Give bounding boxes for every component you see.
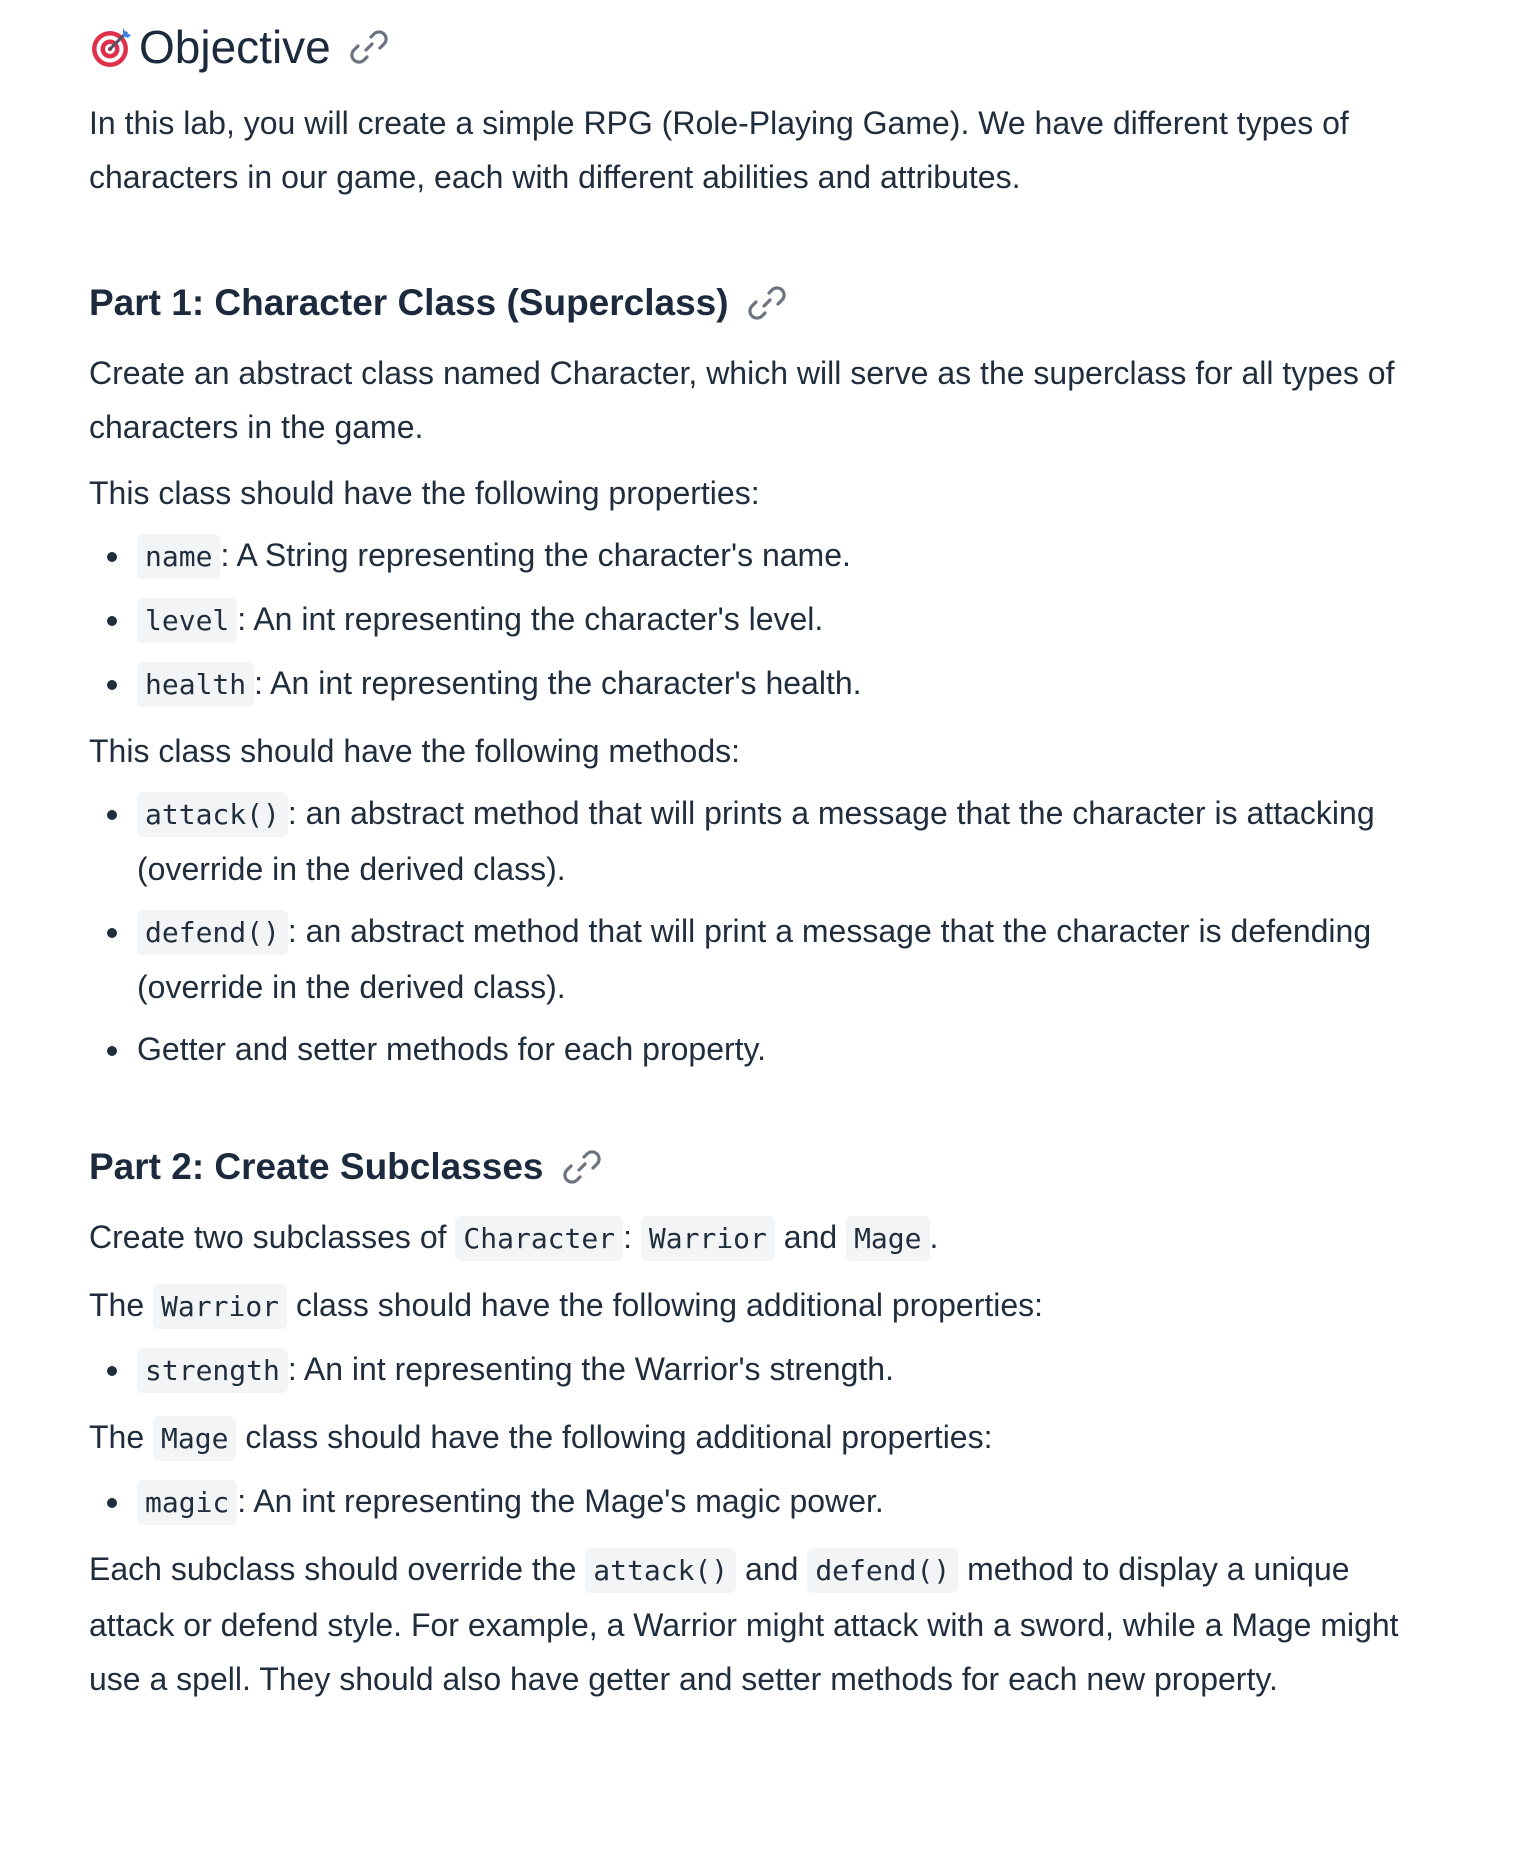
text-segment: Each subclass should override the <box>89 1551 586 1587</box>
warrior-lead <box>89 1278 1426 1334</box>
part1-title: Part 1: Character Class (Superclass) <box>89 282 729 323</box>
part2-intro <box>89 1210 1426 1266</box>
list-item <box>137 1342 1426 1398</box>
list-item <box>137 904 1426 1014</box>
code-mage: Mage <box>153 1416 236 1461</box>
list-item-text: : an abstract method that will print a message that the character is defending (override in the derived class). <box>137 913 1372 1005</box>
text-segment: and <box>774 1219 847 1255</box>
code-defend: defend() <box>807 1548 958 1593</box>
code-magic: magic <box>137 1480 237 1525</box>
part1-properties-list <box>89 528 1426 712</box>
override-paragraph <box>89 1542 1426 1706</box>
mage-lead <box>89 1410 1426 1466</box>
text-segment: class should have the following additional properties: <box>236 1419 993 1455</box>
list-item-text: : An int representing the Warrior's strength. <box>287 1351 894 1387</box>
code-character: Character <box>455 1216 623 1261</box>
text-segment: method to display a unique attack or defend style. For example, a Warrior might attack with a sword, while a Mage might use a spell. They should also have getter and setter methods for each new property. <box>89 1551 1399 1697</box>
link-icon[interactable] <box>562 1147 602 1187</box>
text-segment: Create two subclasses of <box>89 1219 456 1255</box>
code-warrior: Warrior <box>153 1284 287 1329</box>
code-level: level <box>137 598 237 643</box>
mage-properties-list <box>89 1474 1426 1530</box>
link-icon[interactable] <box>747 283 787 323</box>
code-attack: attack() <box>585 1548 736 1593</box>
list-item <box>137 528 1426 584</box>
code-mage: Mage <box>846 1216 929 1261</box>
text-segment: The <box>89 1287 154 1323</box>
direct-hit-icon <box>89 24 135 70</box>
list-item-text: Getter and setter methods for each property. <box>137 1031 767 1067</box>
list-item-text: : An int representing the character's health. <box>254 665 862 701</box>
part1-methods-list <box>89 786 1426 1076</box>
text-segment: class should have the following additional properties: <box>287 1287 1044 1323</box>
part2-heading <box>89 1142 1426 1192</box>
part1-intro: Create an abstract class named Character, which will serve as the superclass for all types of characters in the game. <box>89 355 1395 445</box>
text-segment: The <box>89 1419 154 1455</box>
code-name: name <box>137 534 220 579</box>
objective-heading <box>89 16 1426 78</box>
warrior-properties-list <box>89 1342 1426 1398</box>
list-item-text: : An int representing the Mage's magic power. <box>237 1483 884 1519</box>
list-item <box>137 1474 1426 1530</box>
code-strength: strength <box>137 1348 288 1393</box>
objective-intro: In this lab, you will create a simple RPG (Role-Playing Game). We have different types of characters in our game, each with different abilities and attributes. <box>89 105 1349 195</box>
part2-title: Part 2: Create Subclasses <box>89 1146 544 1187</box>
part1-heading <box>89 278 1426 328</box>
list-item-text: : An int representing the character's level. <box>237 601 824 637</box>
text-segment: : <box>623 1219 641 1255</box>
code-health: health <box>137 662 254 707</box>
list-item <box>137 656 1426 712</box>
list-item <box>137 786 1426 896</box>
list-item-text: : an abstract method that will prints a message that the character is attacking (override in the derived class). <box>137 795 1375 887</box>
text-segment: and <box>736 1551 808 1587</box>
link-icon[interactable] <box>349 27 389 67</box>
text-segment: . <box>929 1219 939 1255</box>
list-item <box>137 592 1426 648</box>
list-item-text: : A String representing the character's name. <box>220 537 851 573</box>
list-item <box>137 1022 1426 1076</box>
part1-properties-lead: This class should have the following properties: <box>89 475 760 511</box>
code-defend: defend() <box>137 910 288 955</box>
part1-methods-lead: This class should have the following methods: <box>89 733 741 769</box>
objective-title: Objective <box>139 21 331 73</box>
code-warrior: Warrior <box>641 1216 775 1261</box>
code-attack: attack() <box>137 792 288 837</box>
